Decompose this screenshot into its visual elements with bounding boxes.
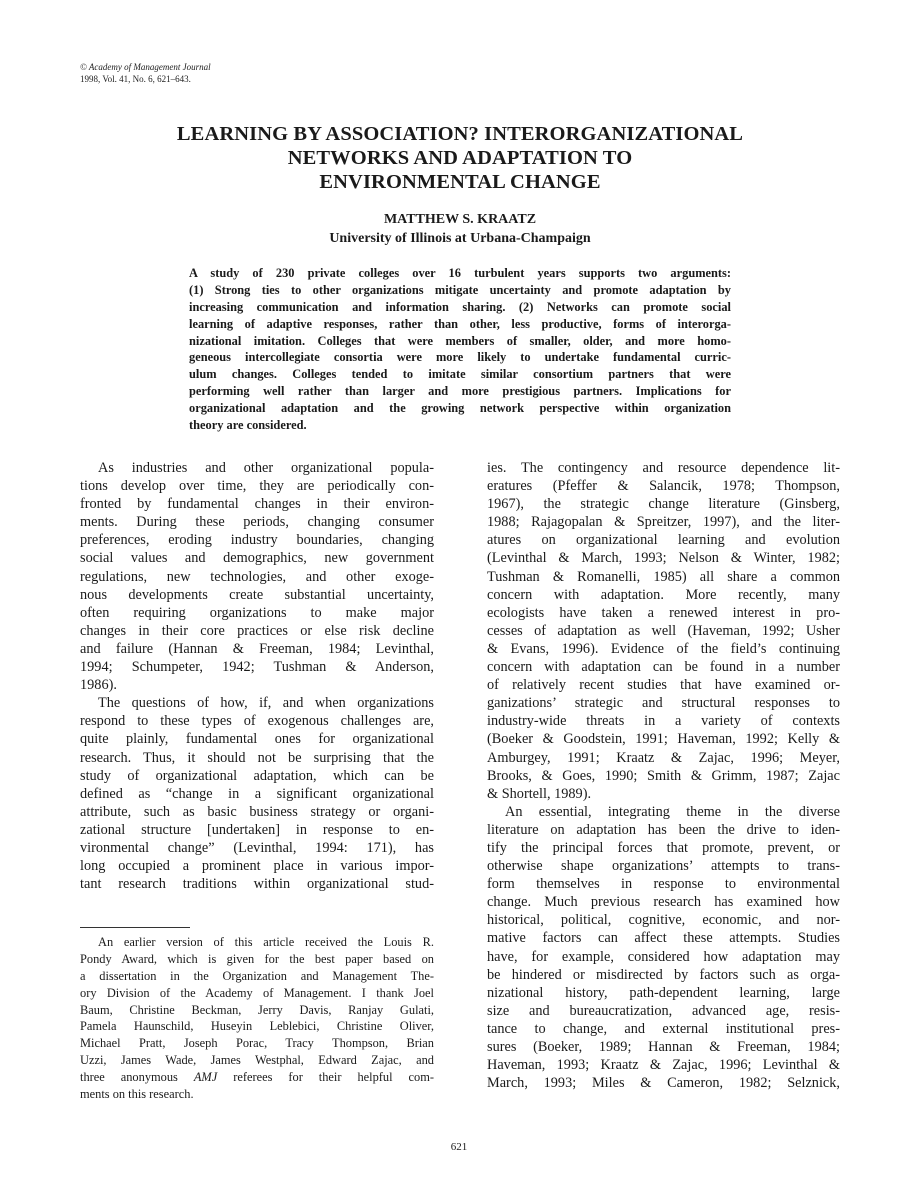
abstract-line: (1) Strong ties to other organizations mitigate uncertainty and promote adaptation by [189,282,731,297]
text-line: literature on adaptation has been the drive to iden- [487,821,840,838]
text-line: vironmental change” (Levinthal, 1994: 171), has [80,839,434,856]
author-block [100,210,820,248]
footnote-line: a dissertation in the Organization and Management The- [80,968,434,983]
footnote-line [80,1069,434,1086]
author-affiliation: University of Illinois at Urbana-Champaign [329,231,591,246]
body-right-column [487,459,840,1092]
abstract-line: ulum changes. Colleges tended to imitate similar consortium partners that were [189,367,731,382]
text-line: 1986). [80,677,117,694]
text-line: preferences, eroding industry boundaries, changing [80,532,434,549]
text-line: regulations, new technologies, and other exoge- [80,568,434,585]
text-line: changes in their core practices or else risk decline [80,622,434,639]
body-paragraph [80,459,434,694]
journal-citation [80,61,211,85]
text-line: zational structure [undertaken] in response to en- [80,821,434,838]
abstract-line: A study of 230 private colleges over 16 turbulent years supports two arguments: [189,266,731,280]
text-line: & Shortell, 1989). [487,785,592,802]
body-paragraph [487,459,840,803]
text-line: & Evans, 1996). Evidence of the field’s continuing [487,640,840,657]
text-line: As industries and other organizational popula- [98,460,434,476]
journal-name: © Academy of Management Journal [80,62,211,72]
text-line: tance to change, and external institutional pres- [487,1020,840,1037]
body-paragraph [80,694,434,893]
footnote-line: ory Division of the Academy of Management. I thank Joel [80,985,434,1000]
text-line: mative factors can affect these attempts. Studies [487,930,840,947]
body-paragraph [487,803,840,1093]
footnote-text: three anonymous [80,1070,194,1085]
abstract-line: learning of adaptive responses, rather than other, less productive, forms of interorga- [189,316,731,331]
text-line: research. Thus, it should not be surprising that the [80,749,434,766]
text-line: Brooks, & Goes, 1990; Smith & Grimm, 1987; Zajac [487,767,840,784]
footnote-divider [80,927,190,928]
text-line: have, for example, considered how adaptation may [487,948,840,965]
text-line: fronted by fundamental changes in their environ- [80,496,434,513]
abstract [189,265,731,434]
text-line: March, 1993; Miles & Cameron, 1982; Selznick, [487,1075,840,1092]
text-line: Tushman & Romanelli, 1985) all share a common [487,568,840,585]
abstract-line: geneous intercollegiate consortia were more likely to undertake fundamental curric- [189,350,731,365]
text-line: and failure (Hannan & Freeman, 1984; Levinthal, [80,640,434,657]
text-line: (Boeker & Goodstein, 1991; Haveman, 1992; Kelly & [487,731,840,748]
text-line: size and bureaucratization, advanced age, resis- [487,1002,840,1019]
journal-issue: 1998, Vol. 41, No. 6, 621–643. [80,74,191,84]
abstract-line: nizational imitation. Colleges that were members of smaller, older, and more homo- [189,333,731,348]
abstract-line: organizational adaptation and the growing network perspective within organization [189,401,731,416]
title-line: ENVIRONMENTAL CHANGE [319,171,601,193]
text-line: study of organizational adaptation, which can be [80,767,434,784]
text-line: change. Much previous research has examined how [487,894,840,911]
text-line: sures (Boeker, 1989; Hannan & Freeman, 1984; [487,1039,840,1055]
footnote-line: Pondy Award, which is given for the best paper based on [80,951,434,966]
text-line: form themselves in response to environmental [487,876,840,893]
text-line: of relatively recent studies that have examined or- [487,677,840,694]
text-line: 1994; Schumpeter, 1942; Tushman & Anderson, [80,659,434,676]
text-line: (Levinthal & March, 1993; Nelson & Winter, 1982; [487,550,840,567]
text-line: social values and demographics, new government [80,550,434,567]
text-line: tant research traditions within organizational stud- [80,876,434,893]
title-line: NETWORKS AND ADAPTATION TO [287,147,633,169]
text-line: ecologists have taken a renewed interest in pro- [487,604,840,621]
text-line: ments. During these periods, changing consumer [80,514,434,531]
text-line: nous developments create substantial uncertainty, [80,586,434,603]
footnote-line: An earlier version of this article received the Louis R. [98,935,434,949]
text-line: long occupied a prominent place in various impor- [80,858,434,875]
text-line: An essential, integrating theme in the diverse [505,803,840,820]
text-line: 1988; Rajagopalan & Spreitzer, 1997), and the liter- [487,514,840,531]
footnote-line: Baum, Christine Beckman, Jerry Davis, Ranjay Gulati, [80,1002,434,1017]
footnote-line: Uzzi, James Wade, James Westphal, Edward Zajac, and [80,1053,434,1068]
journal-abbreviation: AMJ [193,1070,218,1085]
text-line: tions develop over time, they are periodically con- [80,478,434,495]
text-line: defined as “change in a significant organizational [80,785,434,802]
footnote-line: ments on this research. [80,1087,194,1102]
text-line: nizational history, path-dependent learning, large [487,984,840,1001]
title-line: LEARNING BY ASSOCIATION? INTERORGANIZATIONAL [176,123,744,145]
page-number: 621 [450,1141,468,1153]
text-line: 1967), the strategic change literature (Ginsberg, [487,496,840,513]
text-line: often requiring organizations to make major [80,604,434,621]
text-line: atures on organizational learning and evolution [487,532,840,549]
text-line: eratures (Pfeffer & Salancik, 1978; Thompson, [487,478,840,495]
text-line: otherwise shape organizations’ attempts to trans- [487,858,840,875]
text-line: attribute, such as basic business strategy or organi- [80,803,434,820]
text-line: quite plainly, fundamental ones for organizational [80,731,434,748]
text-line: concern with adaptation. More recently, many [487,586,840,603]
text-line: industry-wide threats in a variety of contexts [487,713,840,730]
abstract-line: performing well rather than larger and more prestigious partners. Implications for [189,384,731,399]
text-line: be hindered or misdirected by factors such as orga- [487,966,840,983]
footnote-text: referees for their helpful com- [217,1070,434,1085]
text-line: cesses of adaptation as well (Haveman, 1992; Usher [487,622,840,639]
text-line: The questions of how, if, and when organizations [98,695,434,712]
author-name: MATTHEW S. KRAATZ [383,212,537,227]
abstract-line: increasing communication and information sharing. (2) Networks can promote social [189,299,731,314]
abstract-line: theory are considered. [189,418,307,433]
footnote-line: Michael Pratt, Joseph Porac, Tracy Thompson, Brian [80,1036,434,1051]
text-line: Haveman, 1993; Kraatz & Zajac, 1996; Levinthal & [487,1057,840,1074]
text-line: historical, political, cognitive, economic, and nor- [487,912,840,929]
article-title [100,122,820,194]
text-line: ganizations’ strategic and structural responses to [487,695,840,712]
footnote-line: Pamela Haunschild, Huseyin Leblebici, Christine Oliver, [80,1019,434,1034]
text-line: Amburgey, 1991; Kraatz & Zajac, 1996; Meyer, [487,749,840,766]
text-line: concern with adaptation can be found in a number [487,659,840,676]
text-line: ies. The contingency and resource dependence lit- [487,460,840,476]
text-line: tify the principal forces that promote, prevent, or [487,839,840,856]
body-left-column [80,459,434,893]
footnote [80,934,434,1103]
text-line: respond to these types of exogenous challenges are, [80,713,434,730]
